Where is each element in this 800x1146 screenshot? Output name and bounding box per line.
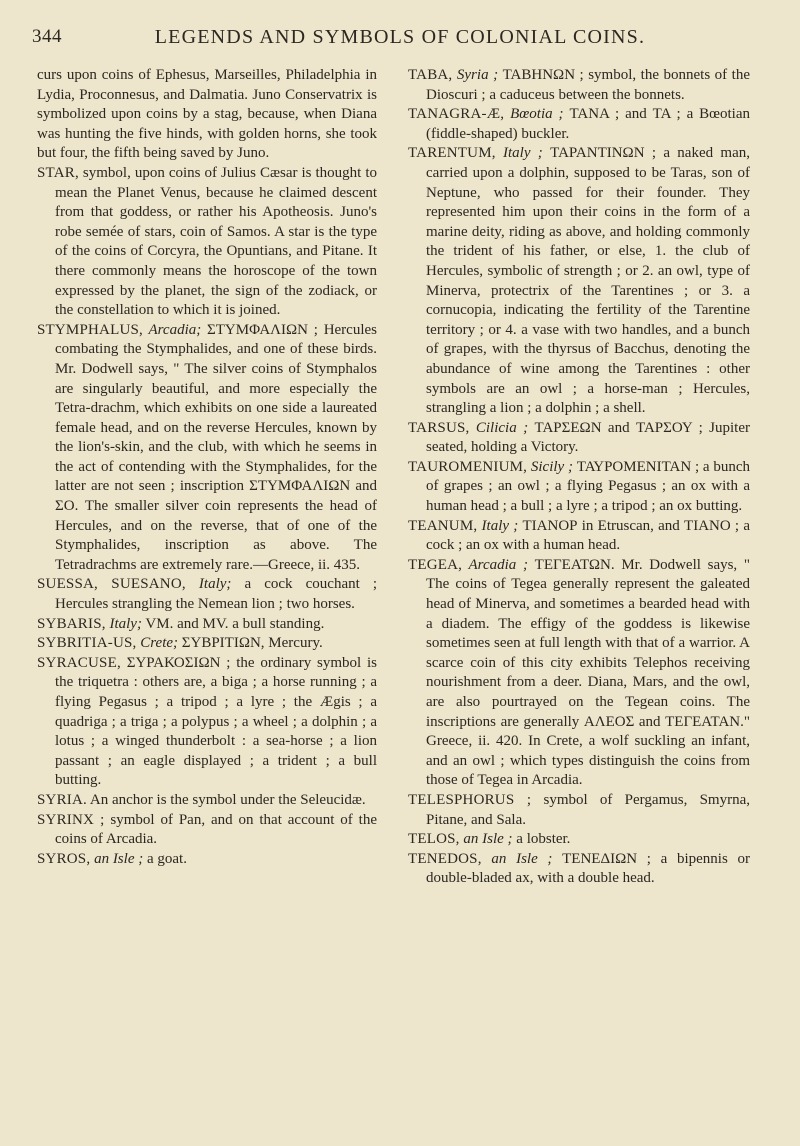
entry-location: Italy ; (477, 517, 519, 534)
entry-location: Italy; (185, 576, 232, 593)
entry-location: Arcadia ; (462, 556, 528, 573)
entry-headword: TARENTUM, (408, 145, 496, 162)
dictionary-entry (37, 321, 377, 576)
entry-text: ΤΑΝΑ ; and ΤΑ ; a Bœotian (fiddle-shaped) buckler. (426, 106, 751, 142)
entry-text: symbol of Pan, and on that account of the coins of Arcadia. (55, 811, 378, 848)
entry-headword: TEANUM, (408, 517, 478, 534)
entry-text: a goat. (143, 850, 187, 867)
entry-location: an Isle ; (459, 831, 513, 848)
entry-headword: TARSUS, (408, 419, 470, 436)
running-title: LEGENDS AND SYMBOLS OF COLONIAL COINS. (154, 26, 646, 48)
entry-headword: TEGEA, (408, 556, 463, 573)
entry-text: curs upon coins of Ephesus, Marseilles, Philadelphia in Lydia, Proconnesus, and Dalmatia. Juno Conservatrix is symbolized upon coins by a stag, because, when Diana was hunting the five hinds, with golden horns, she took but four, the fifth being saved by Juno. (37, 67, 377, 162)
entry-text: a cock couchant ; Hercules strangling the Nemean lion ; two horses. (55, 576, 378, 613)
entry-text: symbol of Pergamus, Smyrna, Pitane, and Sala. (426, 791, 750, 828)
entry-text: ΤΕΝΕΔΙΩΝ ; a bipennis or double-bladed ax, with a double head. (426, 850, 751, 887)
entry-location: Crete; (136, 635, 179, 652)
dictionary-entry (37, 791, 377, 811)
entry-headword: TELESPHORUS ; (408, 791, 532, 808)
entry-text: a lobster. (512, 831, 571, 848)
entry-location: Syria ; (452, 67, 499, 83)
entry-location: an Isle ; (90, 850, 144, 867)
entry-text: symbol, upon coins of Julius Cæsar is thought to mean the Planet Venus, because he claimed descent from that goddess, or rather his Apotheosis. Juno's robe semée of stars, coin of Samos. A star is the type of the coins of Corcyra, the Opuntians, and Pitane. It there commonly means the horoscope of the town expressed by the planet, the sign of the zodiack, or the constellation to which it is joined. (55, 164, 377, 319)
entry-location: Cilicia ; (469, 419, 529, 436)
entry-headword: SYBRITIA-US, (37, 635, 137, 652)
entry-location: an Isle ; (481, 850, 553, 867)
dictionary-entry (408, 556, 750, 791)
entry-text: ΤΑΡΑΝΤΙΝΩΝ ; a naked man, carried upon a dolphin, supposed to be Taras, son of Neptune, who passed for their founder. They represented him upon their coins in the form of a marine deity, riding as above, and holding commonly the trident of his father, or else, 1. the club of Hercules, symbolic of strength ; or 2. an owl, type of Minerva, protectrix of the Tarentines ; or 3. a cornucopia, indicating the fertility of the Tarentine territory ; or 4. a vase with two handles, and a bunch of grapes, with the thyrsus of Bacchus, denoting the abundance of wine among the Tarentines : other symbols are an owl ; a horse-man ; Hercules, strangling a lion ; a dolphin ; a shell. (426, 145, 751, 417)
entry-headword: TAUROMENIUM, (408, 458, 528, 475)
dictionary-entry (408, 458, 750, 517)
dictionary-entry (37, 634, 377, 654)
entry-text: ΤΑΒΗΝΩΝ ; symbol, the bonnets of the Dioscuri ; a caduceus between the bonnets. (426, 67, 750, 103)
entry-headword: SYRACUSE, (37, 654, 121, 671)
entry-text: An anchor is the symbol under the Seleucidæ. (86, 791, 366, 808)
entry-headword: SYRIA. (37, 791, 87, 808)
dictionary-entry (37, 575, 377, 614)
dictionary-entry (37, 615, 377, 635)
dictionary-entry (408, 830, 750, 850)
entry-headword: TELOS, (408, 831, 460, 848)
entry-location: Italy ; (495, 145, 543, 162)
dictionary-entry (408, 66, 750, 105)
entry-text: ΤΑΡΣΕΩΝ and ΤΑΡΣΟΥ ; Jupiter seated, holding a Victory. (426, 419, 751, 456)
entry-text: ΣΥΒΡΙΤΙΩΝ, Mercury. (178, 635, 323, 652)
entry-headword: TANAGRA-Æ, (408, 106, 505, 123)
entry-headword: SUESSA, SUESANO, (37, 576, 186, 593)
dictionary-entry (408, 419, 750, 458)
entry-location: Arcadia; (142, 321, 202, 338)
entry-continuation (37, 66, 377, 164)
entry-location: Sicily ; (527, 458, 573, 475)
entry-location: Bœotia ; (504, 106, 564, 123)
entry-headword: SYBARIS, (37, 615, 106, 632)
entry-headword: STAR, (37, 164, 79, 181)
entry-text: ΤΕΓΕΑΤΩΝ. Mr. Dodwell says, " The coins of Tegea generally represent the galeated head of Minerva, and sometimes a bearded head with a diadem. The effigy of the goddess is likewise sometimes seen at full length with that of a warrior. A scarce coin of this city exhibits Telephos receiving nourishment from a deer. Diana, Mars, and the owl, are also pourtrayed on the Tegean coins. The inscriptions are generally ΑΛΕΟΣ and ΤΕΓΕΑΤΑΝ." Greece, ii. 420. In Crete, a wolf suckling an infant, and an owl ; which types distinguish the coins from those of Tegea in Arcadia. (426, 556, 750, 789)
dictionary-entry (408, 144, 750, 418)
entry-headword: TABA, (408, 67, 453, 83)
page-number: 344 (32, 26, 62, 47)
entry-text: ΣΥΡΑΚΟΣΙΩΝ ; the ordinary symbol is the triquetra : others are, a biga ; a horse running ; a flying Pegasus ; a tripod ; a lyre ; the Ægis ; a quadriga ; a triga ; a polypus ; a wheel ; a dolphin ; a lotus ; a winged thunderbolt : a sea-horse ; a lion passant ; an eagle displayed ; a trident ; a bull butting. (55, 654, 377, 789)
entry-text: ΣΤΥΜΦΑΛΙΩΝ ; Hercules combating the Stymphalides, and one of these birds. Mr. Dodwell says, " The silver coins of Stymphalos are singularly beautiful, and more especially the Tetra-drachm, which exhibits on one side a laureated female head, and on the reverse Hercules, known by the lion's-skin, and the club, with which he seems in the act of contending with the Stymphalides, for the latter are not seen ; inscription ΣΤΥΜΦΑΛΙΩΝ and ΣΟ. The smaller silver coin represents the head of Hercules, and on the reverse, that of one of the Stymphalides, inscription as above. The Tetradrachms are extremely rare.—Greece, ii. 435. (55, 321, 378, 573)
entry-headword: TENEDOS, (408, 850, 482, 867)
dictionary-entry (37, 811, 377, 850)
dictionary-entry (408, 791, 750, 830)
entry-text: ΤΑΥΡΟΜΕΝΙΤΑΝ ; a bunch of grapes ; an owl ; a flying Pegasus ; an ox with a human head ; a bull ; a lyre ; a tripod ; an ox butting. (426, 458, 750, 515)
left-column (37, 66, 377, 869)
entry-headword: STYMPHALUS, (37, 321, 143, 338)
right-column (408, 66, 750, 889)
entry-headword: SYRINX ; (37, 811, 105, 828)
dictionary-entry (408, 105, 750, 144)
entry-text: ΤΙΑΝΟΡ in Etruscan, and ΤΙΑΝΟ ; a cock ; an ox with a human head. (426, 517, 751, 554)
dictionary-entry (408, 517, 750, 556)
entry-location: Italy; (105, 615, 142, 632)
entry-headword: SYROS, (37, 850, 91, 867)
dictionary-entry (37, 850, 377, 870)
dictionary-entry (408, 850, 750, 889)
dictionary-entry (37, 654, 377, 791)
entry-text: VM. and MV. a bull standing. (141, 615, 325, 632)
dictionary-entry (37, 164, 377, 321)
